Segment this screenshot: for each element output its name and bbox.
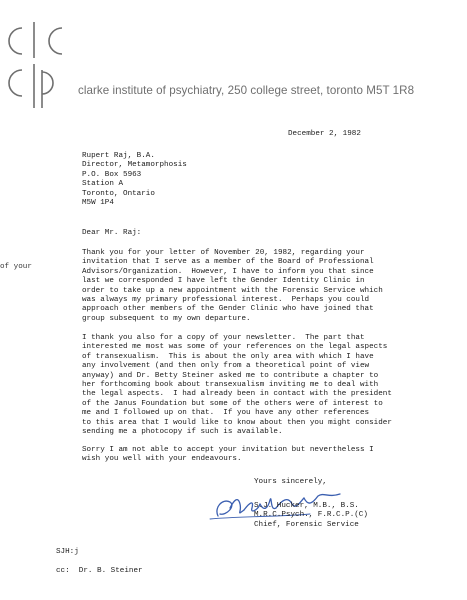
body-line: sending me a photocopy if such is available.	[82, 428, 283, 437]
body-paragraph-2	[82, 334, 422, 437]
body-line: anyway) and Dr. Betty Steiner asked me to contribute a chapter to	[82, 371, 379, 380]
letterhead-address: clarke institute of psychiatry, 250 college street, toronto M5T 1R8	[78, 84, 415, 97]
recipient-line: P.O. Box 5963	[82, 170, 142, 179]
recipient-line: Toronto, Ontario	[82, 189, 155, 198]
salutation: Dear Mr. Raj:	[82, 229, 142, 237]
body-paragraph-3	[82, 446, 422, 465]
closing: Yours sincerely,	[254, 478, 327, 486]
recipient-line: Rupert Raj, B.A.	[82, 152, 155, 160]
body-line: approach other members of the Gender Clinic who have joined that	[82, 305, 374, 314]
signer-name: S.J. Hucker, M.B., B.S.	[254, 502, 359, 510]
body-line: Thank you for your letter of November 20, 1982, regarding your	[82, 249, 365, 257]
letter-date: December 2, 1982	[288, 130, 361, 138]
recipient-address	[82, 152, 187, 208]
typist-initials: SJH:j	[56, 548, 79, 556]
cc-line: cc: Dr. B. Steiner	[56, 567, 143, 575]
body-line: any involvement (and then only from a theoretical point of view	[82, 362, 370, 371]
body-line: of the Janus Foundation but some of the others were of interest to	[82, 399, 383, 408]
body-line: her forthcoming book about transexualism inviting me to deal with	[82, 381, 379, 390]
body-line: group subsequent to my own departure.	[82, 314, 251, 323]
body-line: Advisors/Organization. However, I have to inform you that since	[82, 267, 374, 276]
recipient-line: Station A	[82, 180, 124, 189]
body-line: the legal aspects. I had already been in contact with the president	[82, 390, 392, 399]
signer-title: Chief, Forensic Service	[254, 520, 359, 529]
body-line: was always my primary professional interest. Perhaps you could	[82, 296, 370, 305]
margin-note: of your	[0, 263, 32, 271]
signature-block	[254, 502, 368, 530]
body-line: I thank you also for a copy of your newsletter. The part that	[82, 334, 365, 342]
clarke-institute-logo	[4, 18, 72, 110]
signer-credentials: M.R.C.Psych., F.R.C.P.(C)	[254, 511, 368, 520]
body-line: of transexualism. This is about the only area with which I have	[82, 352, 374, 361]
body-line: order to take up a new appointment with the Forensic Service which	[82, 286, 383, 295]
body-line: invitation that I serve as a member of the Board of Professional	[82, 258, 374, 267]
recipient-line: M5W 1P4	[82, 199, 114, 208]
body-paragraph-1	[82, 249, 422, 324]
body-line: me and I followed up on that. If you have any other references	[82, 409, 370, 418]
body-line: to this area that I would like to know about then you might consider	[82, 418, 392, 427]
body-line: last we corresponded I have left the Gender Identity Clinic in	[82, 277, 365, 286]
body-line: interested me most was some of your references on the legal aspects	[82, 343, 388, 352]
body-line: Sorry I am not able to accept your invitation but nevertheless I	[82, 446, 374, 454]
recipient-line: Director, Metamorphosis	[82, 161, 187, 170]
body-line: wish you well with your endeavours.	[82, 455, 242, 464]
